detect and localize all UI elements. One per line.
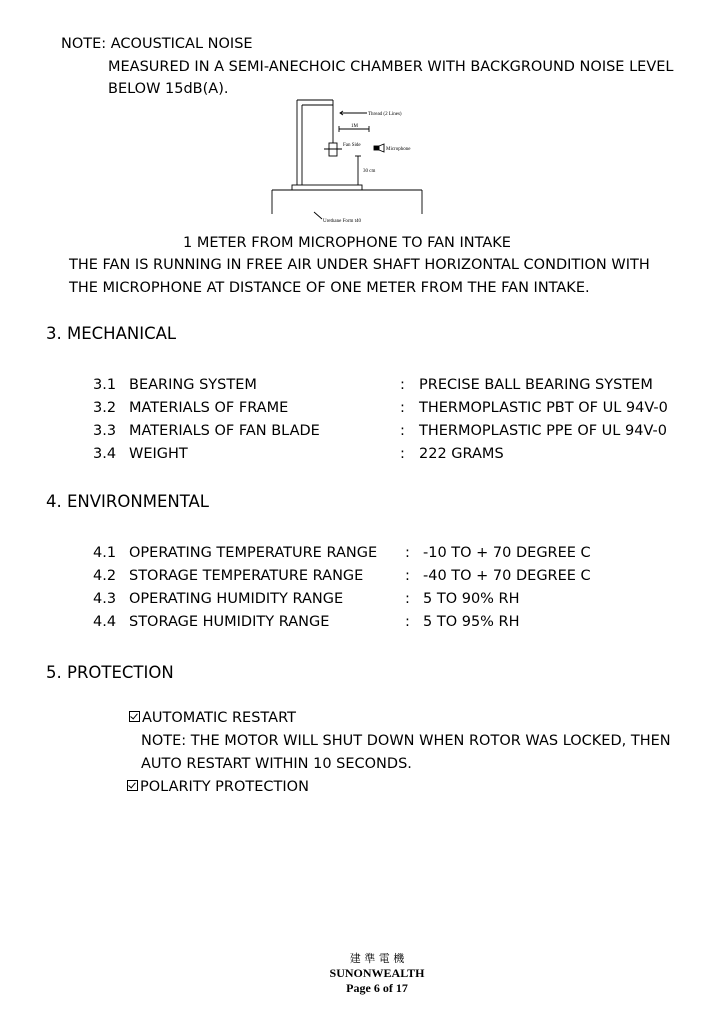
protection-item-auto-restart <box>129 709 296 727</box>
spec-row-sep: : <box>400 446 405 462</box>
footer-chinese-name: 建 準 電 機 <box>349 952 405 965</box>
diagram-microphone-label: Microphone <box>386 147 411 152</box>
protection-item-label: POLARITY PROTECTION <box>140 779 309 795</box>
section-mechanical-title: 3. MECHANICAL <box>46 324 177 343</box>
spec-row-value: THERMOPLASTIC PPE OF UL 94V-0 <box>419 423 667 439</box>
section-environmental-title: 4. ENVIRONMENTAL <box>46 492 209 511</box>
spec-row-label: OPERATING HUMIDITY RANGE <box>129 591 344 607</box>
spec-row-label: MATERIALS OF FRAME <box>129 400 289 416</box>
spec-row-num: 4.1 <box>93 545 117 561</box>
spec-row-num: 4.2 <box>93 568 117 584</box>
spec-row-label: WEIGHT <box>129 446 188 462</box>
spec-row-label: MATERIALS OF FAN BLADE <box>129 423 320 439</box>
noise-line-2: BELOW 15dB(A). <box>108 81 229 97</box>
spec-row-label: OPERATING TEMPERATURE RANGE <box>129 545 378 561</box>
spec-row-num: 3.4 <box>93 446 117 462</box>
protection-item-polarity <box>127 778 309 796</box>
spec-row-value: 5 TO 90% RH <box>423 591 520 607</box>
spec-row-value: THERMOPLASTIC PBT OF UL 94V-0 <box>419 400 668 416</box>
checkbox-checked-icon <box>127 780 138 791</box>
spec-row-num: 4.4 <box>93 614 117 630</box>
spec-row-sep: : <box>405 568 410 584</box>
spec-row-label: STORAGE HUMIDITY RANGE <box>129 614 330 630</box>
spec-row-value: 5 TO 95% RH <box>423 614 520 630</box>
protection-item-label: AUTOMATIC RESTART <box>142 710 296 726</box>
footer-page-number: Page 6 of 17 <box>346 981 408 995</box>
protection-note-1: NOTE: THE MOTOR WILL SHUT DOWN WHEN ROTOR WAS LOCKED, THEN <box>141 733 671 749</box>
checkbox-checked-icon <box>129 711 140 722</box>
spec-row-value: -10 TO + 70 DEGREE C <box>423 545 591 561</box>
diagram-fan-side-label: Fan Side <box>343 143 361 148</box>
spec-row-value: -40 TO + 70 DEGREE C <box>423 568 591 584</box>
diagram-foam-label: Urethane Form t40 <box>323 219 362 224</box>
spec-row-num: 3.3 <box>93 423 117 439</box>
spec-row-num: 3.2 <box>93 400 117 416</box>
spec-row-label: STORAGE TEMPERATURE RANGE <box>129 568 364 584</box>
diagram-1m-label: 1M <box>351 124 358 129</box>
spec-row-value: PRECISE BALL BEARING SYSTEM <box>419 377 653 393</box>
spec-row-value: 222 GRAMS <box>419 446 504 462</box>
noise-desc-2: THE MICROPHONE AT DISTANCE OF ONE METER FROM THE FAN INTAKE. <box>69 280 590 296</box>
noise-setup-diagram <box>266 96 426 228</box>
spec-row-sep: : <box>400 377 405 393</box>
diagram-thread-label: Thread (2 Lines) <box>368 112 402 117</box>
noise-heading: NOTE: ACOUSTICAL NOISE <box>61 36 253 52</box>
diagram-30cm-label: 30 cm <box>363 169 376 174</box>
footer-company: SUNONWEALTH <box>329 966 425 980</box>
spec-row-num: 3.1 <box>93 377 117 393</box>
spec-row-sep: : <box>400 400 405 416</box>
noise-desc-1: THE FAN IS RUNNING IN FREE AIR UNDER SHAFT HORIZONTAL CONDITION WITH <box>69 257 650 273</box>
spec-row-sep: : <box>405 614 410 630</box>
noise-line-1: MEASURED IN A SEMI-ANECHOIC CHAMBER WITH BACKGROUND NOISE LEVEL <box>108 59 674 75</box>
section-protection-title: 5. PROTECTION <box>46 663 174 682</box>
spec-row-sep: : <box>405 545 410 561</box>
spec-row-label: BEARING SYSTEM <box>129 377 257 393</box>
protection-note-2: AUTO RESTART WITHIN 10 SECONDS. <box>141 756 412 772</box>
spec-row-num: 4.3 <box>93 591 117 607</box>
spec-row-sep: : <box>400 423 405 439</box>
spec-row-sep: : <box>405 591 410 607</box>
noise-caption: 1 METER FROM MICROPHONE TO FAN INTAKE <box>183 235 511 251</box>
